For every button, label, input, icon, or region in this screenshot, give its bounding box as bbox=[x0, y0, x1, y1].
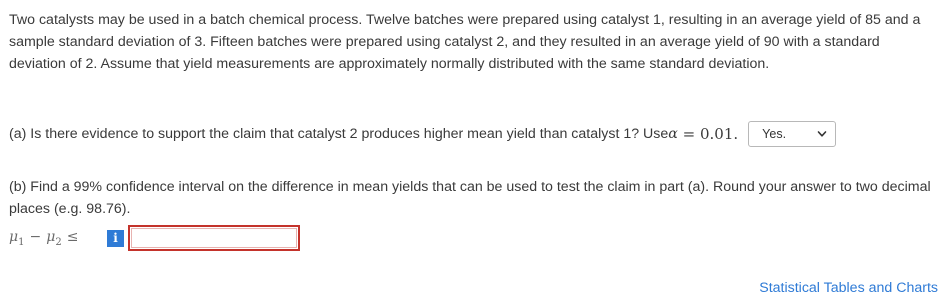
part-b-question: (b) Find a 99% confidence interval on the difference in mean yields that can be used to test the claim in part (a). Round your answer to two decimal places (e.g. 98.76). bbox=[9, 179, 931, 217]
info-icon[interactable] bbox=[107, 230, 124, 247]
chevron-down-icon bbox=[817, 129, 827, 139]
part-a-question: (a) Is there evidence to support the claim that catalyst 2 produces higher mean yield than catalyst 1? Use bbox=[9, 126, 669, 142]
alpha-symbol: α bbox=[668, 126, 678, 142]
part-a-row bbox=[9, 120, 939, 148]
statistical-tables-link[interactable]: Statistical Tables and Charts bbox=[759, 280, 938, 296]
equals-sign: = bbox=[677, 125, 700, 143]
problem-text: Two catalysts may be used in a batch chemical process. Twelve batches were prepared using catalyst 1, resulting in an average yield of 85 and a sample standard deviation of 3. Fifteen batches were prepared using catalyst 2, and they resulted in an average yield of 90 with a standard deviation of 2. Assume that yield measurements are approximately normally distributed with the same standard deviation. bbox=[9, 12, 921, 72]
part-a-selected-answer: Yes. bbox=[762, 127, 787, 141]
part-b-question-block bbox=[9, 176, 937, 220]
problem-statement bbox=[9, 9, 937, 75]
leq-sign: ≤ bbox=[66, 228, 79, 245]
confidence-bound-input[interactable] bbox=[128, 225, 300, 251]
part-b-answer-row bbox=[9, 224, 300, 252]
part-a-answer-select[interactable] bbox=[748, 121, 836, 147]
alpha-value: 0.01. bbox=[700, 125, 739, 143]
mu-symbol: μ bbox=[9, 228, 19, 245]
mu-symbol: μ bbox=[46, 228, 56, 245]
info-icon-label: i bbox=[113, 231, 118, 245]
mu1-subscript: 1 bbox=[18, 236, 25, 248]
mu2-subscript: 2 bbox=[55, 236, 62, 248]
difference-expression bbox=[9, 229, 107, 248]
minus-sign: − bbox=[29, 228, 42, 245]
